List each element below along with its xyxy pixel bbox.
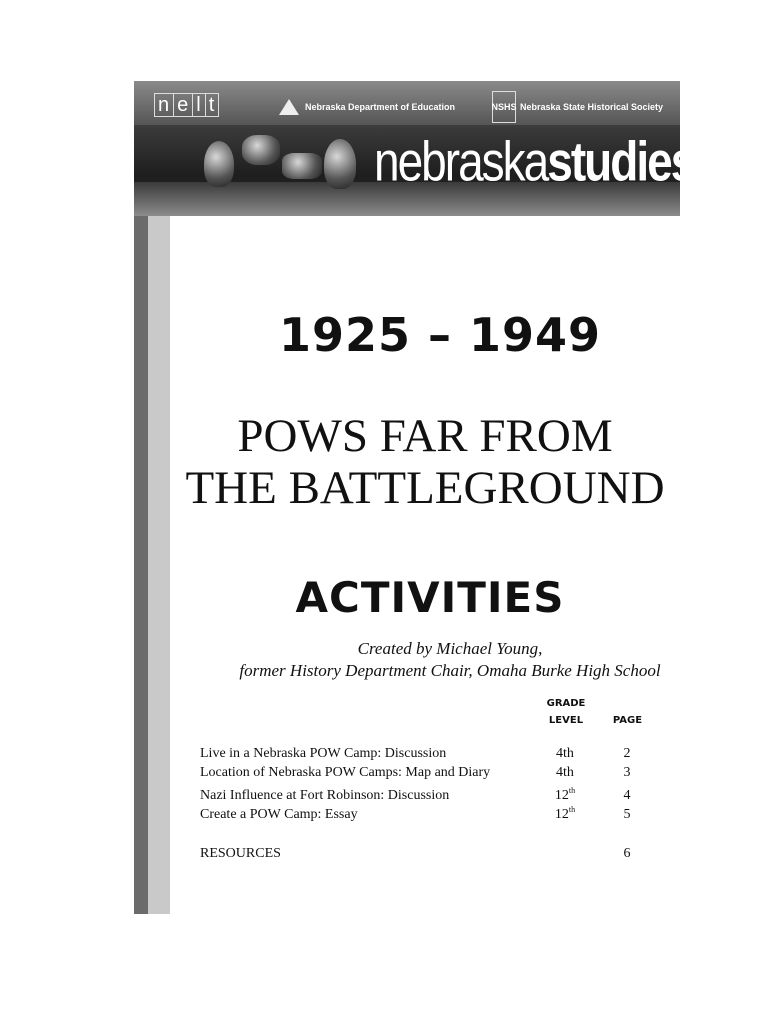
activity-title: Location of Nebraska POW Camps: Map and Diary	[200, 765, 491, 780]
activity-page: 5	[623, 807, 631, 822]
nde-logo	[279, 99, 455, 115]
header-banner	[134, 81, 766, 216]
nshs-emblem-icon: NSHS	[492, 91, 516, 123]
activity-title: Live in a Nebraska POW Camp: Discussion	[200, 746, 447, 761]
activity-title: Nazi Influence at Fort Robinson: Discussion	[200, 788, 450, 803]
site-wordmark: nebraskastudies.org	[374, 130, 766, 193]
nde-label: Nebraska Department of Education	[305, 102, 456, 112]
activity-grade: 4th	[556, 746, 574, 761]
nshs-logo	[492, 91, 663, 123]
author-credit: Created by Michael Young, former History Department Chair, Omaha Burke High School	[239, 639, 661, 680]
nshs-label: Nebraska State Historical Society	[520, 102, 664, 112]
nlet-logo: n e l t	[154, 93, 218, 117]
resources-label: RESOURCES	[200, 846, 281, 861]
activity-page: 2	[623, 746, 631, 761]
left-margin-bar-dark	[134, 216, 148, 914]
historical-figures-image	[194, 133, 369, 193]
page-column-header: PAGE	[612, 715, 643, 726]
grade-level-column-header: GRADE LEVEL	[546, 698, 586, 726]
activity-grade: 12th	[554, 786, 576, 803]
year-range-heading: 1925 – 1949	[278, 308, 602, 362]
activity-page: 4	[623, 788, 631, 803]
activity-grade: 4th	[556, 765, 574, 780]
activity-grade: 12th	[554, 805, 576, 822]
activity-title: Create a POW Camp: Essay	[200, 807, 358, 822]
left-margin-bar-light	[148, 216, 170, 914]
nde-triangle-icon	[279, 99, 299, 115]
activity-page: 3	[623, 765, 631, 780]
section-heading: ACTIVITIES	[295, 573, 565, 622]
document-title: POWS FAR FROM THE BATTLEGROUND	[185, 410, 665, 514]
resources-page: 6	[623, 846, 631, 861]
